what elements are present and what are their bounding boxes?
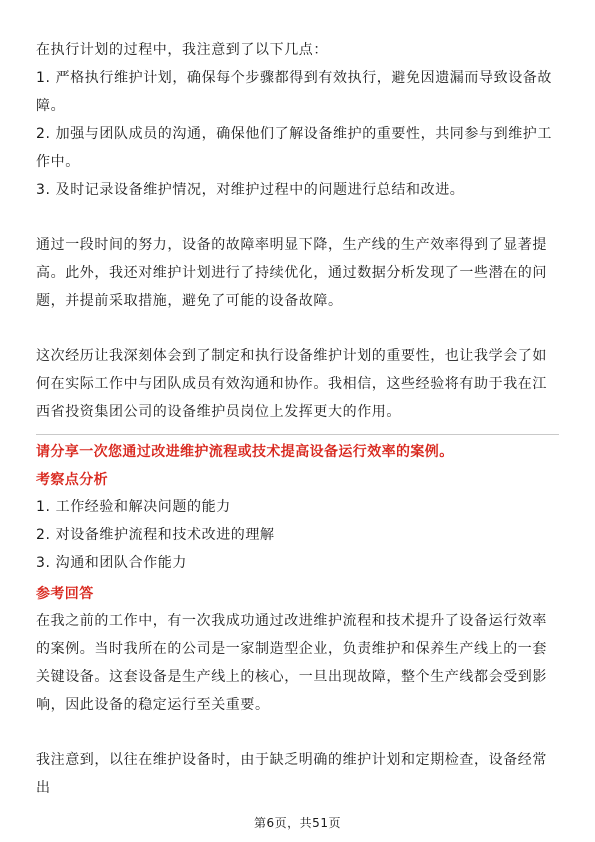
answer-paragraph-1: 在我之前的工作中，有一次我成功通过改进维护流程和技术提升了设备运行效率的案例。当时我所在的公司是一家制造型企业，负责维护和保养生产线上的一套关键设备。这套设备是生产线上的核心，一旦出现故障，整个生产线都会受到影响，因此设备的稳定运行至关重要。 — [36, 613, 547, 713]
document-page — [36, 36, 559, 802]
analysis-item-1: 1. 工作经验和解决问题的能力 — [36, 499, 231, 515]
paragraph-gap — [36, 204, 559, 231]
result-paragraph: 通过一段时间的努力，设备的故障率明显下降，生产线的生产效率得到了显著提高。此外，我还对维护计划进行了持续优化，通过数据分析发现了一些潜在的问题，并提前采取措施，避免了可能的设备故障。 — [36, 237, 547, 309]
answer-heading: 参考回答 — [36, 586, 94, 602]
intro-lead: 在执行计划的过程中，我注意到了以下几点： — [36, 42, 328, 58]
analysis-heading: 考察点分析 — [36, 472, 108, 488]
intro-point-3: 3. 及时记录设备维护情况，对维护过程中的问题进行总结和改进。 — [36, 182, 465, 198]
paragraph-gap — [36, 719, 559, 746]
intro-point-2: 2. 加强与团队成员的沟通，确保他们了解设备维护的重要性，共同参与到维护工作中。 — [36, 126, 553, 170]
analysis-item-3: 3. 沟通和团队合作能力 — [36, 555, 188, 571]
answer-paragraph-2: 我注意到，以往在维护设备时，由于缺乏明确的维护计划和定期检查，设备经常出 — [36, 752, 547, 796]
interview-question: 请分享一次您通过改进维护流程或技术提高设备运行效率的案例。 — [36, 444, 454, 460]
paragraph-gap — [36, 315, 559, 342]
page-number: 第6页，共51页 — [254, 816, 341, 830]
analysis-item-2: 2. 对设备维护流程和技术改进的理解 — [36, 527, 275, 543]
section-divider — [36, 434, 559, 435]
intro-point-1: 1. 严格执行维护计划，确保每个步骤都得到有效执行，避免因遗漏而导致设备故障。 — [36, 70, 553, 114]
reflection-paragraph: 这次经历让我深刻体会到了制定和执行设备维护计划的重要性，也让我学会了如何在实际工作中与团队成员有效沟通和协作。我相信，这些经验将有助于我在江西省投资集团公司的设备维护员岗位上发挥更大的作用。 — [36, 348, 547, 420]
